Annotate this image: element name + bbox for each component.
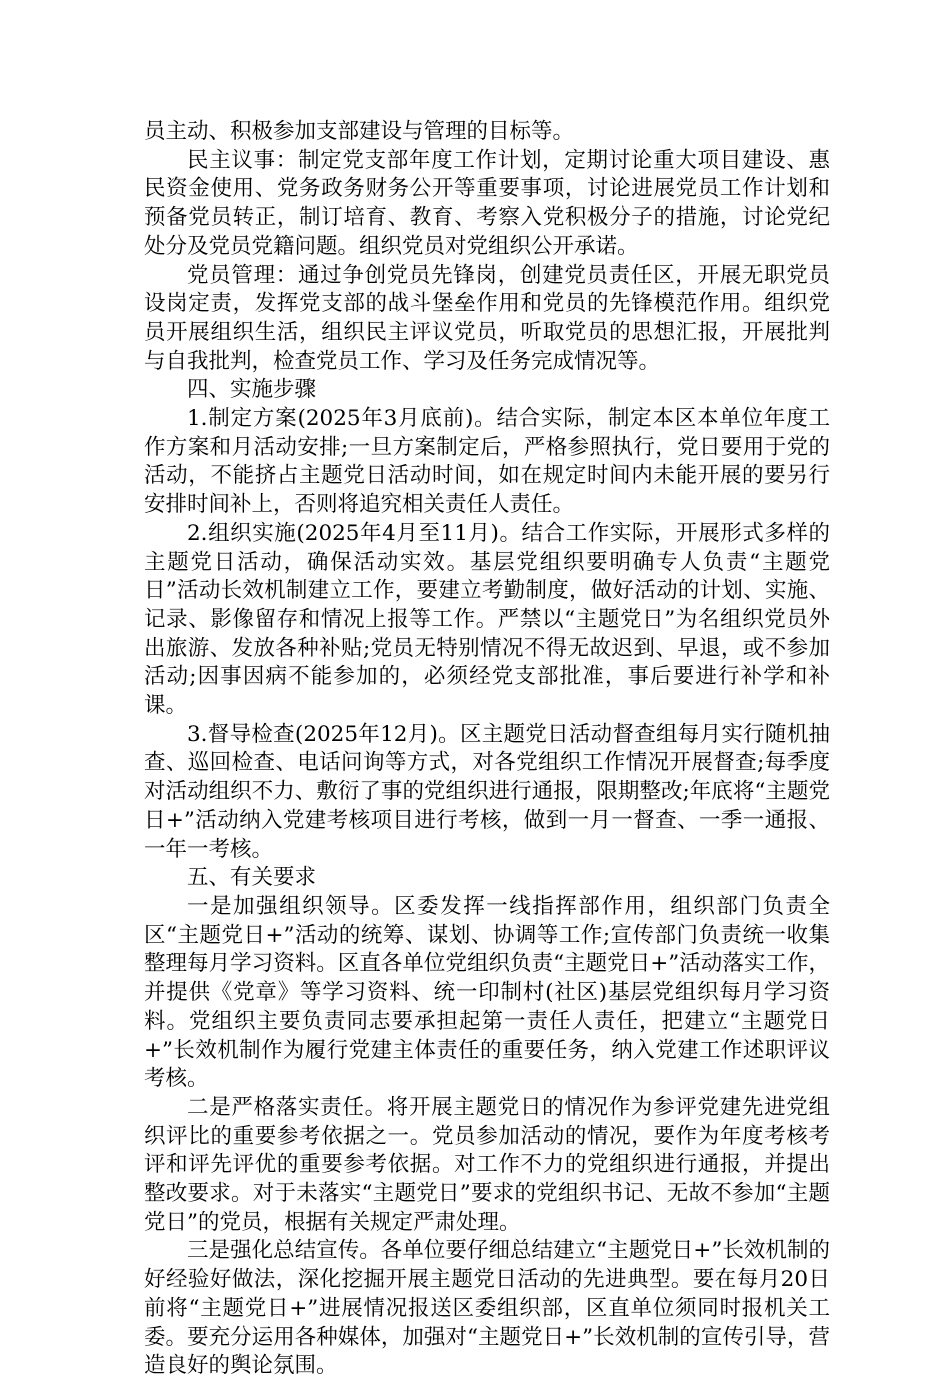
paragraph-requirement-3: 三是强化总结宣传。各单位要仔细总结建立“主题党日+”长效机制的好经验好做法，深化挖掘开展主题党日活动的先进典型。要在每月20日前将“主题党日+”进展情况报送区委组织部，区直单位须同时报机关工委。要充分运用各种媒体，加强对“主题党日+”长效机制的宣传引导，营造良好的舆论氛围。 <box>144 1238 830 1379</box>
section-heading-implementation-steps: 四、实施步骤 <box>187 377 317 403</box>
paragraph-requirement-2: 二是严格落实责任。将开展主题党日的情况作为参评党建先进党组织评比的重要参考依据之一。党员参加活动的情况，要作为年度考核考评和评先评优的重要参考依据。对工作不力的党组织进行通报，并提出整改要求。对于未落实“主题党日”要求的党组织书记、无故不参加“主题党日”的党员，根据有关规定严肃处理。 <box>144 1094 830 1235</box>
paragraph-requirement-1: 一是加强组织领导。区委发挥一线指挥部作用，组织部门负责全区“主题党日+”活动的统筹、谋划、协调等工作;宣传部门负责统一收集整理每月学习资料。区直各单位党组织负责“主题党日+”活动落实工作，并提供《党章》等学习资料、统一印制村(社区)基层党组织每月学习资料。党组织主要负责同志要承担起第一责任人责任，把建立“主题党日+”长效机制作为履行党建主体责任的重要任务，纳入党建工作述职评议考核。 <box>144 893 830 1092</box>
paragraph-step-2: 2.组织实施(2025年4月至11月)。结合工作实际，开展形式多样的主题党日活动，确保活动实效。基层党组织要明确专人负责“主题党日”活动长效机制建立工作，要建立考勤制度，做好活动的计划、实施、记录、影像留存和情况上报等工作。严禁以“主题党日”为名组织党员外出旅游、发放各种补贴;党员无特别情况不得无故迟到、早退，或不参加活动;因事因病不能参加的，必须经党支部批准，事后要进行补学和补课。 <box>144 520 830 719</box>
paragraph-step-3: 3.督导检查(2025年12月)。区主题党日活动督查组每月实行随机抽查、巡回检查、电话问询等方式，对各党组织工作情况开展督查;每季度对活动组织不力、敷衍了事的党组织进行通报，限期整改;年底将“主题党日+”活动纳入党建考核项目进行考核，做到一月一督查、一季一通报、一年一考核。 <box>144 721 830 862</box>
paragraph-democratic-discussion: 民主议事：制定党支部年度工作计划，定期讨论重大项目建设、惠民资金使用、党务政务财务公开等重要事项，讨论进展党员工作计划和预备党员转正，制订培育、教育、考察入党积极分子的措施，讨论党纪处分及党员党籍问题。组织党员对党组织公开承诺。 <box>144 147 830 259</box>
document-page <box>144 118 830 1381</box>
paragraph-continuation: 员主动、积极参加支部建设与管理的目标等。 <box>144 119 575 144</box>
paragraph-step-1: 1.制定方案(2025年3月底前)。结合实际，制定本区本单位年度工作方案和月活动安排;一旦方案制定后，严格参照执行，党日要用于党的活动，不能挤占主题党日活动时间，如在规定时间内未能开展的要另行安排时间补上，否则将追究相关责任人责任。 <box>144 406 830 518</box>
paragraph-member-management: 党员管理：通过争创党员先锋岗，创建党员责任区，开展无职党员设岗定责，发挥党支部的战斗堡垒作用和党员的先锋模范作用。组织党员开展组织生活，组织民主评议党员，听取党员的思想汇报，开展批判与自我批判，检查党员工作、学习及任务完成情况等。 <box>144 262 830 374</box>
section-heading-requirements: 五、有关要求 <box>187 865 317 891</box>
